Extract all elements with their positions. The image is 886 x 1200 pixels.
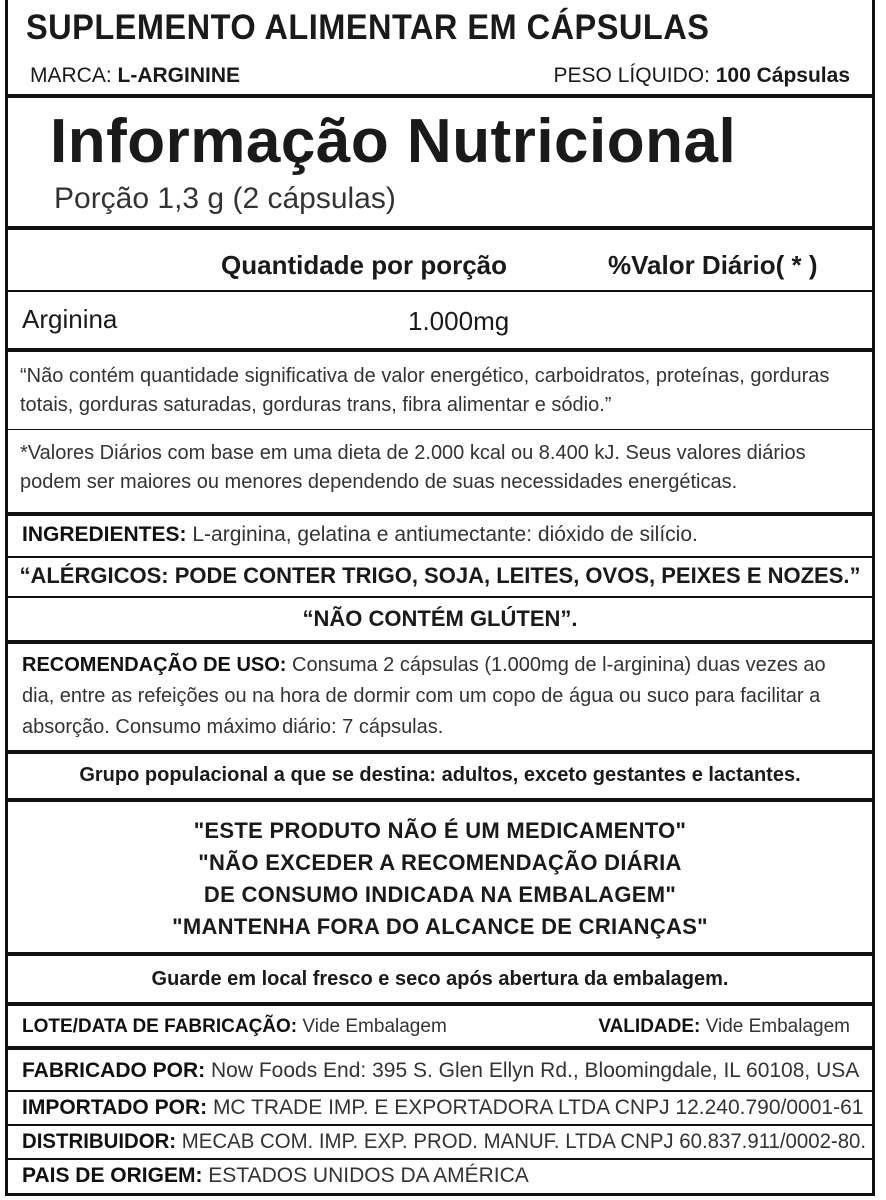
portion-size: Porção 1,3 g (2 cápsulas) bbox=[54, 182, 396, 215]
warning-line: DE CONSUMO INDICADA NA EMBALAGEM" bbox=[203, 882, 677, 907]
brand-value: L-ARGININE bbox=[117, 64, 241, 87]
allergens-section bbox=[8, 558, 872, 598]
not-contains-note bbox=[8, 352, 872, 430]
target-group-section bbox=[8, 754, 872, 802]
ingredients-section bbox=[8, 516, 872, 558]
recommendation-section bbox=[8, 644, 872, 754]
manufacturer-value: Now Foods End: 395 S. Glen Ellyn Rd., Bloomingdale, IL 60108, USA bbox=[205, 1059, 860, 1082]
origin-section bbox=[8, 1160, 872, 1193]
distributor-section bbox=[8, 1126, 872, 1160]
warning-line: "NÃO EXCEDER A RECOMENDAÇÃO DIÁRIA bbox=[198, 850, 682, 875]
column-quantity: Quantidade por porção bbox=[221, 250, 508, 280]
recommendation-label: RECOMENDAÇÃO DE USO: bbox=[22, 654, 287, 676]
warning-line: "ESTE PRODUTO NÃO É UM MEDICAMENTO" bbox=[193, 818, 687, 843]
importer-label: IMPORTADO POR: bbox=[22, 1096, 208, 1119]
lot-section bbox=[8, 1006, 872, 1050]
nutrient-amount: 1.000mg bbox=[408, 306, 510, 336]
recommendation-text: Consuma 2 cápsulas (1.000mg de l-arginina) duas vezes ao dia, entre as refeições ou na hora de dormir com um copo de água ou suco para facilitar a absorção. Consumo máximo diário: 7 cápsulas. bbox=[22, 654, 826, 738]
distributor-value: MECAB COM. IMP. EXP. PROD. MANUF. LTDA CNPJ 60.837.911/0002-80. bbox=[176, 1130, 867, 1153]
allergens-text: “ALÉRGICOS: PODE CONTER TRIGO, SOJA, LEITES, OVOS, PEIXES E NOZES.” bbox=[19, 563, 861, 588]
gluten-section bbox=[8, 598, 872, 644]
nutrition-title-section bbox=[8, 98, 872, 230]
ingredients-text: L-arginina, gelatina e antiumectante: dióxido de silício. bbox=[186, 523, 698, 546]
net-weight-line bbox=[554, 64, 850, 88]
nutrient-name: Arginina bbox=[22, 304, 118, 334]
storage-text: Guarde em local fresco e seco após abertura da embalagem. bbox=[151, 968, 729, 990]
importer-line bbox=[22, 1096, 863, 1120]
warning-line: "MANTENHA FORA DO ALCANCE DE CRIANÇAS" bbox=[172, 914, 708, 939]
brand-label: MARCA: bbox=[30, 64, 118, 87]
importer-section bbox=[8, 1092, 872, 1126]
column-daily-value: %Valor Diário( * ) bbox=[608, 250, 818, 280]
distributor-label: DISTRIBUIDOR: bbox=[22, 1130, 177, 1153]
nutrition-title: Informação Nutricional bbox=[50, 107, 737, 176]
net-weight-value: 100 Cápsulas bbox=[715, 64, 850, 87]
product-type-title: SUPLEMENTO ALIMENTAR EM CÁPSULAS bbox=[26, 8, 710, 47]
validity-line bbox=[598, 1016, 850, 1038]
importer-value: MC TRADE IMP. E EXPORTADORA LTDA CNPJ 12.240.790/0001-61 bbox=[207, 1096, 864, 1119]
nutrition-label bbox=[5, 0, 875, 1196]
gluten-text: “NÃO CONTÉM GLÚTEN”. bbox=[302, 606, 578, 631]
label-header bbox=[8, 0, 872, 98]
validity-label: VALIDADE: bbox=[598, 1016, 701, 1037]
warnings-section bbox=[8, 802, 872, 956]
daily-values-note bbox=[8, 430, 872, 516]
brand-line bbox=[30, 64, 240, 88]
manufacturer-label: FABRICADO POR: bbox=[22, 1059, 206, 1082]
manufacturer-line bbox=[22, 1059, 859, 1083]
target-group-text: Grupo populacional a que se destina: adultos, exceto gestantes e lactantes. bbox=[79, 764, 801, 786]
distributor-line bbox=[22, 1130, 866, 1154]
ingredients-line bbox=[22, 523, 698, 547]
nutrient-row bbox=[8, 292, 872, 352]
ingredients-label: INGREDIENTES: bbox=[22, 523, 187, 546]
lot-value: Vide Embalagem bbox=[297, 1016, 447, 1037]
recommendation-paragraph bbox=[22, 650, 862, 743]
not-contains-text: “Não contém quantidade significativa de valor energético, carboidratos, proteínas, gorduras totais, gorduras saturadas, gorduras trans, fibra alimentar e sódio.” bbox=[20, 365, 830, 416]
validity-value: Vide Embalagem bbox=[700, 1016, 850, 1037]
nutrition-column-headers bbox=[8, 230, 872, 292]
lot-label: LOTE/DATA DE FABRICAÇÃO: bbox=[22, 1016, 298, 1037]
net-weight-label: PESO LÍQUIDO: bbox=[553, 64, 716, 87]
origin-label: PAIS DE ORIGEM: bbox=[22, 1164, 203, 1187]
manufacturer-section bbox=[8, 1050, 872, 1092]
lot-line bbox=[22, 1016, 447, 1038]
storage-section bbox=[8, 956, 872, 1006]
daily-values-text: *Valores Diários com base em uma dieta de 2.000 kcal ou 8.400 kJ. Seus valores diários podem ser maiores ou menores dependendo de suas necessidades energéticas. bbox=[20, 442, 806, 493]
origin-value: ESTADOS UNIDOS DA AMÉRICA bbox=[202, 1164, 529, 1187]
origin-line bbox=[22, 1164, 529, 1188]
